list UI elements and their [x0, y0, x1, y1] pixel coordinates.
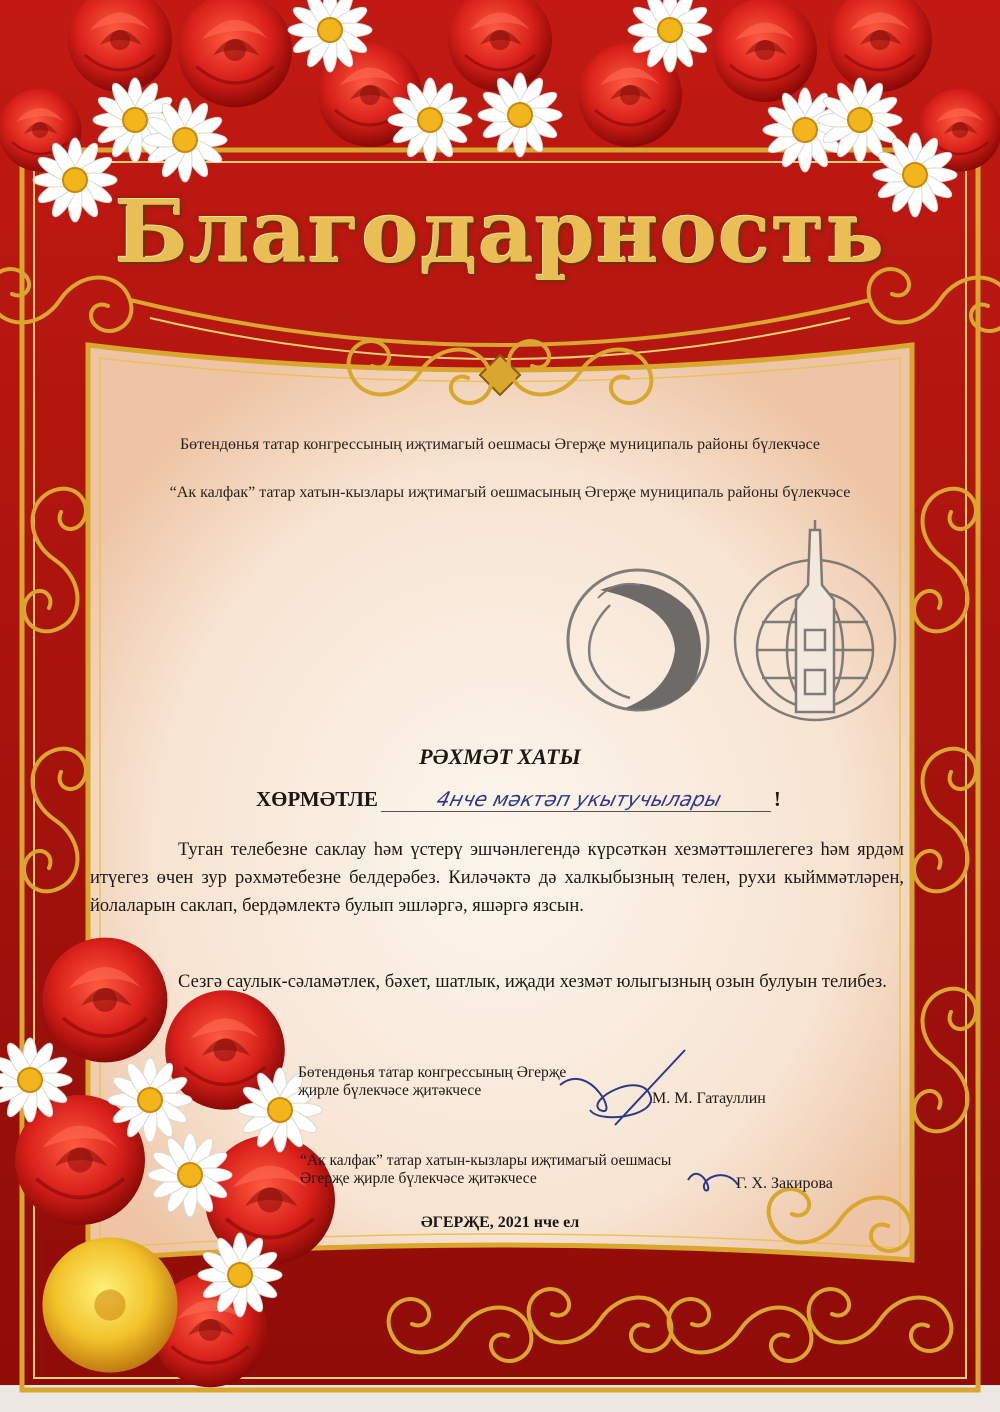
salutation-handwritten: 4нче мәктәп укытучылары [381, 787, 777, 812]
letter-title: РӘХМӘТ ХАТЫ [419, 744, 581, 769]
signatory-2-position: “Ак калфак” татар хатын-кызлары иҗтимагый оешмасы Әгерҗе җирле бүлекчәсе җитәкчесе [300, 1152, 672, 1187]
paragraph-2: Сезгә саулык-сәламәтлек, бәхет, шатлык, иҗади хезмәт юлыгызның озын булуын телибез. [178, 972, 887, 992]
signatory-1-position: Бөтендөнья татар конгрессының Әгерҗе җирле бүлекчәсе җитәкчесе [298, 1064, 567, 1099]
organization-2: “Ак калфак” татар хатын-кызлары иҗтимагый оешмасының Әгерҗе муниципаль районы бүлекчәсе [169, 484, 851, 501]
paragraph-1: Туган телебезне саклау һәм үстерү эшчәнлегендә күрсәткән хезмәттәшлегегез һәм ярдәм итүегез өчен зур рәхмәтебезне белдерәбез. Киләчәктә дә халкыбызның телен, рухи кыйммәтләрен, йолаларын саклап, бердәмлектә булып эшләргә, яшәргә язсын. [90, 840, 904, 916]
salutation-prefix: ХӨРМӘТЛЕ [256, 787, 378, 811]
certificate-title: Благодарность [114, 182, 886, 283]
place-and-year: ӘГЕРҖЕ, 2021 нче ел [420, 1214, 580, 1231]
signatory-1-name: М. М. Гатауллин [652, 1090, 766, 1107]
salutation-suffix: ! [773, 787, 781, 811]
signatory-2-name: Г. Х. Закирова [736, 1175, 833, 1192]
salutation [256, 787, 816, 812]
organization-1: Бөтендөнья татар конгрессының иҗтимагый оешмасы Әгерҗе муниципаль районы бүлекчәсе [179, 436, 821, 453]
